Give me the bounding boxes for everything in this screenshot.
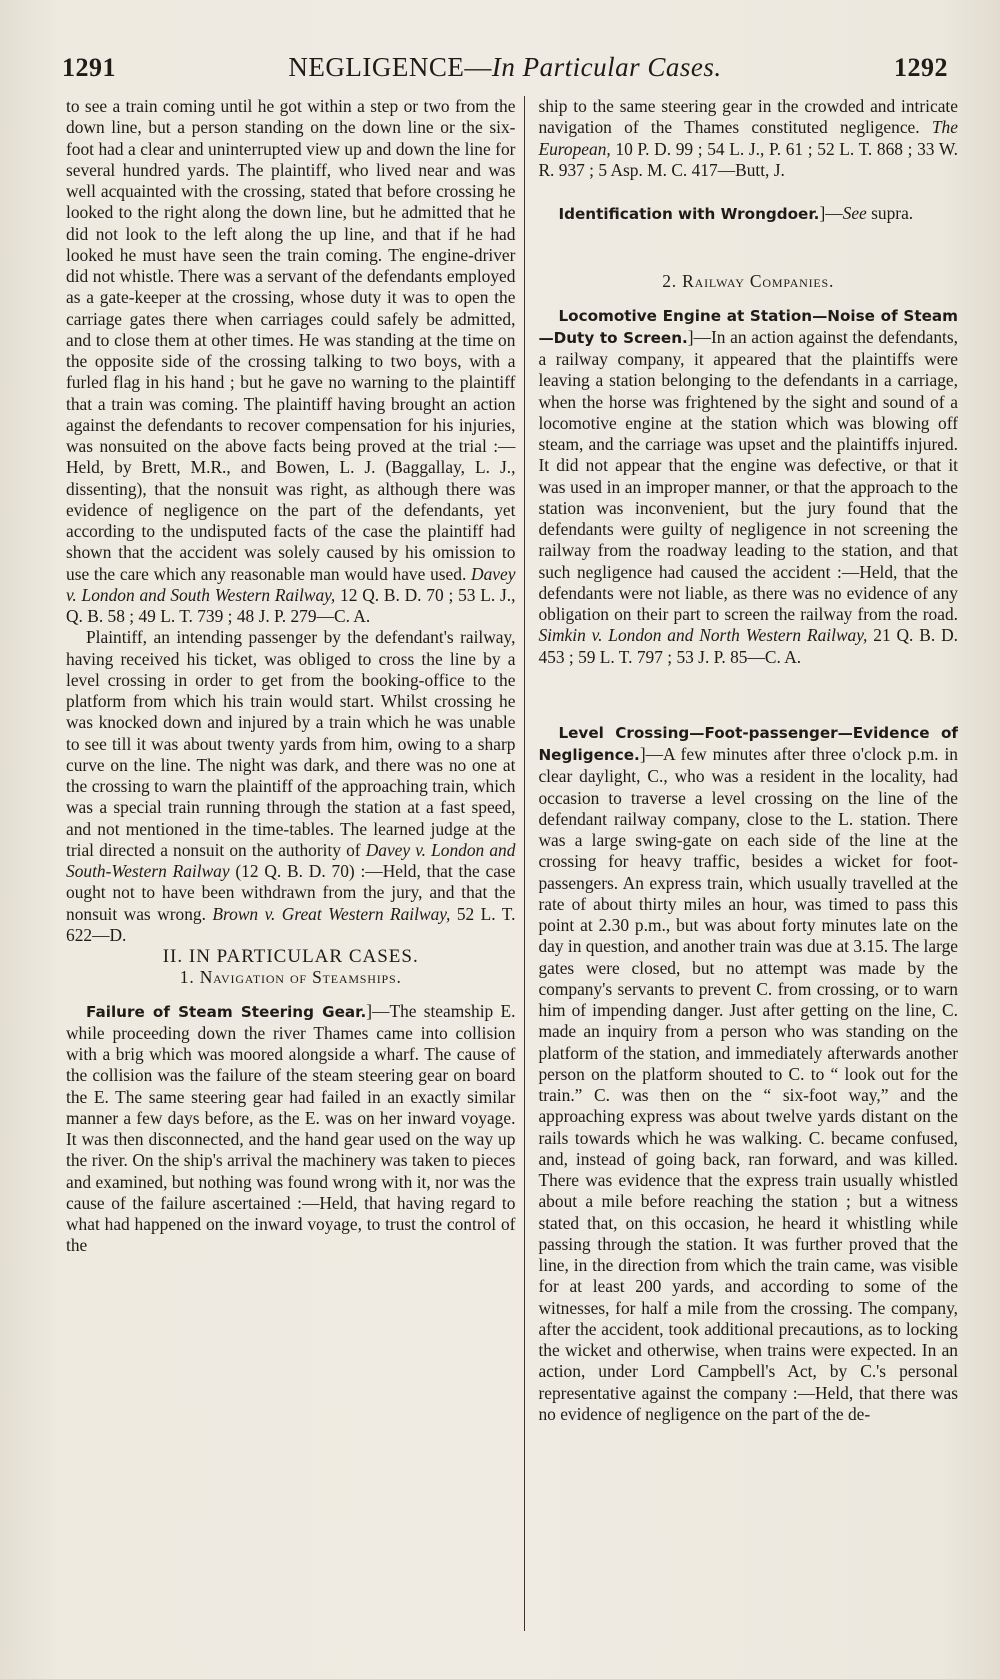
paragraph	[66, 96, 515, 627]
paragraph	[538, 203, 958, 225]
case-name: Simkin v. London and North Western Railway,	[538, 625, 868, 646]
paragraph-text: (12 Q. B. D. 70) :—Held, that the case ought not to have been withdrawn from the jury, and that the nonsuit was wrong.	[66, 861, 516, 924]
page-number-right: 1292	[894, 53, 948, 82]
subsection-title: 1. Navigation of Steamships.	[179, 967, 402, 988]
topic-heading: Locomotive Engine at Station—Noise of Steam —Duty to Screen.	[538, 306, 958, 347]
paragraph-text: ]—In an action against the defendants, a railway company, it appeared that the plaintiffs were leaving a station belonging to the defendants in a carriage, when the horse was frightened by the sight and sound of a locomotive engine at the station which was blowing off steam, and the carriage was upset and the plaintiffs injured. It did not appear that the engine was defective, or that it was used in an improper manner, or that the approach to the station was inconvenient, but the jury found that the defendants were guilty of negligence in not screening the railway from the roadway leading to the station, and that such negligence had caused the accident :—Held, that the defendants were not liable, as there was no evidence of any obligation on their part to screen the railway from the road.	[538, 326, 958, 624]
paragraph	[538, 96, 958, 181]
paragraph-text: Plaintiff, an intending passenger by the defendant's railway, having received his ticket, was obliged to cross the line by a level crossing in order to get from the booking-office to the platform from which his train would start. Whilst crossing he was knocked down and injured by a train which he was unable to see till it was about twenty yards from him, owing to a sharp curve on the line. The night was dark, and there was no one at the crossing to warn the plaintiff of the approaching train, which was a special train running through the station at a fast speed, and not mentioned in the time-tables. The learned judge at the trial directed a nonsuit on the authority of	[66, 627, 516, 860]
running-title-main: NEGLIGENCE—	[288, 52, 492, 82]
paragraph-text: to see a train coming until he got within a step or two from the down line, but a person standing on the down line or the six-foot had a clear and uninterrupted view up and down the line for several hundred yards. The plaintiff, who lived near and was well acquainted with the crossing, stated that before crossing he looked to the right along the down line, but he admitted that he did not look to the left along the up line, and that if he had looked he must have seen the train coming. The engine-driver did not whistle. There was a servant of the defendants employed as a gate-keeper at the crossing, whose duty it was to open the carriage gates there when carriages could safely be admitted, and to close them at other times. He was standing at the time on the opposite side of the crossing talking to two boys, with a furled flag in his hand ; but he gave no warning to the plaintiff that a train was coming. The plaintiff having brought an action against the defendants to recover compensation for his injuries, was nonsuited on the above facts being proved at the trial :—Held, by Brett, M.R., and Bowen, L. J. (Baggallay, L. J., dissenting), that the nonsuit was right, as although there was evidence of negligence on the part of the defendants, yet according to the undisputed facts of the case the plaintiff had shown that the accident was solely caused by his omission to use the care which any reasonable man would have used.	[66, 96, 516, 584]
page-number-left: 1291	[62, 53, 116, 82]
paragraph	[66, 627, 515, 946]
paragraph-text: ]—A few minutes after three o'clock p.m. in clear daylight, C., who was a resident in the locality, had occasion to traverse a level crossing on the line of the defendant railway company, close to the L. station. There was a large swing-gate on each side of the line at the crossing for heavy traffic, besides a wicket for foot-passengers. An express train, which usually travelled at the rate of about thirty miles an hour, was timed to pass this point at 2.30 p.m., but was about forty minutes late on the day in question, and another train was due at 3.15. The large gates were closed, but no attempt was made by the company's servants to prevent C. from crossing, or to warn him of impending danger. Just after getting on the line, C. made an inquiry from a person who was standing on the platform of the station, and immediately afterwards another person on the platform shouted to C. to “ look out for the train.” C. was then on the “ six-foot way,” and the approaching express was about twelve yards distant on the rails towards which he was walking. C. became confused, and, instead of going back, ran forward, and was killed. There was evidence that the express train usually whistled about a mile before reaching the station ; but a witness stated that, on this occasion, he heard it whistling while passing through the station. It was further proved that the line, in the direction from which the train came, was visible for at least 200 yards, and according to some of the witnesses, for half a mile from the crossing. The company, after the accident, took additional precautions, as to locking the wicket and otherwise, when trains were expected. In an action, under Lord Campbell's Act, by C.'s personal representative against the company :—Held, that there was no evidence of negligence on the part of the de-	[538, 744, 958, 1424]
subsection-title: 2. Railway Companies.	[662, 271, 835, 292]
right-column	[525, 96, 958, 1649]
case-name: The European,	[538, 117, 958, 159]
paragraph-text: supra.	[866, 203, 914, 223]
case-name: Brown v. Great Western Railway,	[212, 903, 451, 924]
page-header	[62, 52, 948, 92]
paragraph-text: ship to the same steering gear in the crowded and intricate navigation of the Thames constituted negligence.	[538, 96, 958, 138]
case-name: Davey v. London and South Western Railway,	[66, 563, 516, 605]
paragraph	[538, 722, 958, 1425]
citation: 52 L. T. 622—D.	[66, 903, 516, 945]
paragraph	[538, 305, 958, 668]
left-column	[66, 96, 524, 1649]
paragraph-text: ]—	[819, 203, 843, 223]
section-title: II. IN PARTICULAR CASES.	[162, 946, 419, 967]
citation: 12 Q. B. D. 70 ; 53 L. J., Q. B. 58 ; 49 L. T. 739 ; 48 J. P. 279—C. A.	[66, 584, 516, 626]
citation: 21 Q. B. D. 453 ; 59 L. T. 797 ; 53 J. P. 85—C. A.	[538, 625, 958, 667]
topic-heading: Failure of Steam Steering Gear.	[86, 1002, 367, 1021]
paragraph	[66, 1001, 515, 1257]
topic-heading: Level Crossing—Foot-passenger—Evidence of Negligence.	[538, 723, 958, 764]
running-title-italic: In Particular Cases.	[491, 52, 722, 82]
case-name: Davey v. London and South-Western Railway	[66, 839, 516, 881]
text-columns	[66, 96, 958, 1649]
see-reference: See	[842, 203, 867, 223]
topic-heading: Identification with Wrongdoer.	[558, 205, 820, 223]
running-title	[288, 52, 721, 83]
paragraph-text: ]—The steamship E. while proceeding down the river Thames came into collision with a brig which was moored alongside a wharf. The cause of the collision was the failure of the steam steering gear on board the E. The same steering gear had failed in an exactly similar manner a few days before, as the E. was on her inward voyage. It was then disconnected, and the hand gear used on the way up the river. On the ship's arrival the machinery was taken to pieces and examined, but nothing was found wrong with it, nor was the cause of the failure ascertained :—Held, that having regard to what had happened on the inward voyage, to trust the control of the	[66, 1000, 516, 1256]
citation: 10 P. D. 99 ; 54 L. J., P. 61 ; 52 L. T. 868 ; 33 W. R. 937 ; 5 Asp. M. C. 417—Butt, J.	[538, 138, 958, 180]
